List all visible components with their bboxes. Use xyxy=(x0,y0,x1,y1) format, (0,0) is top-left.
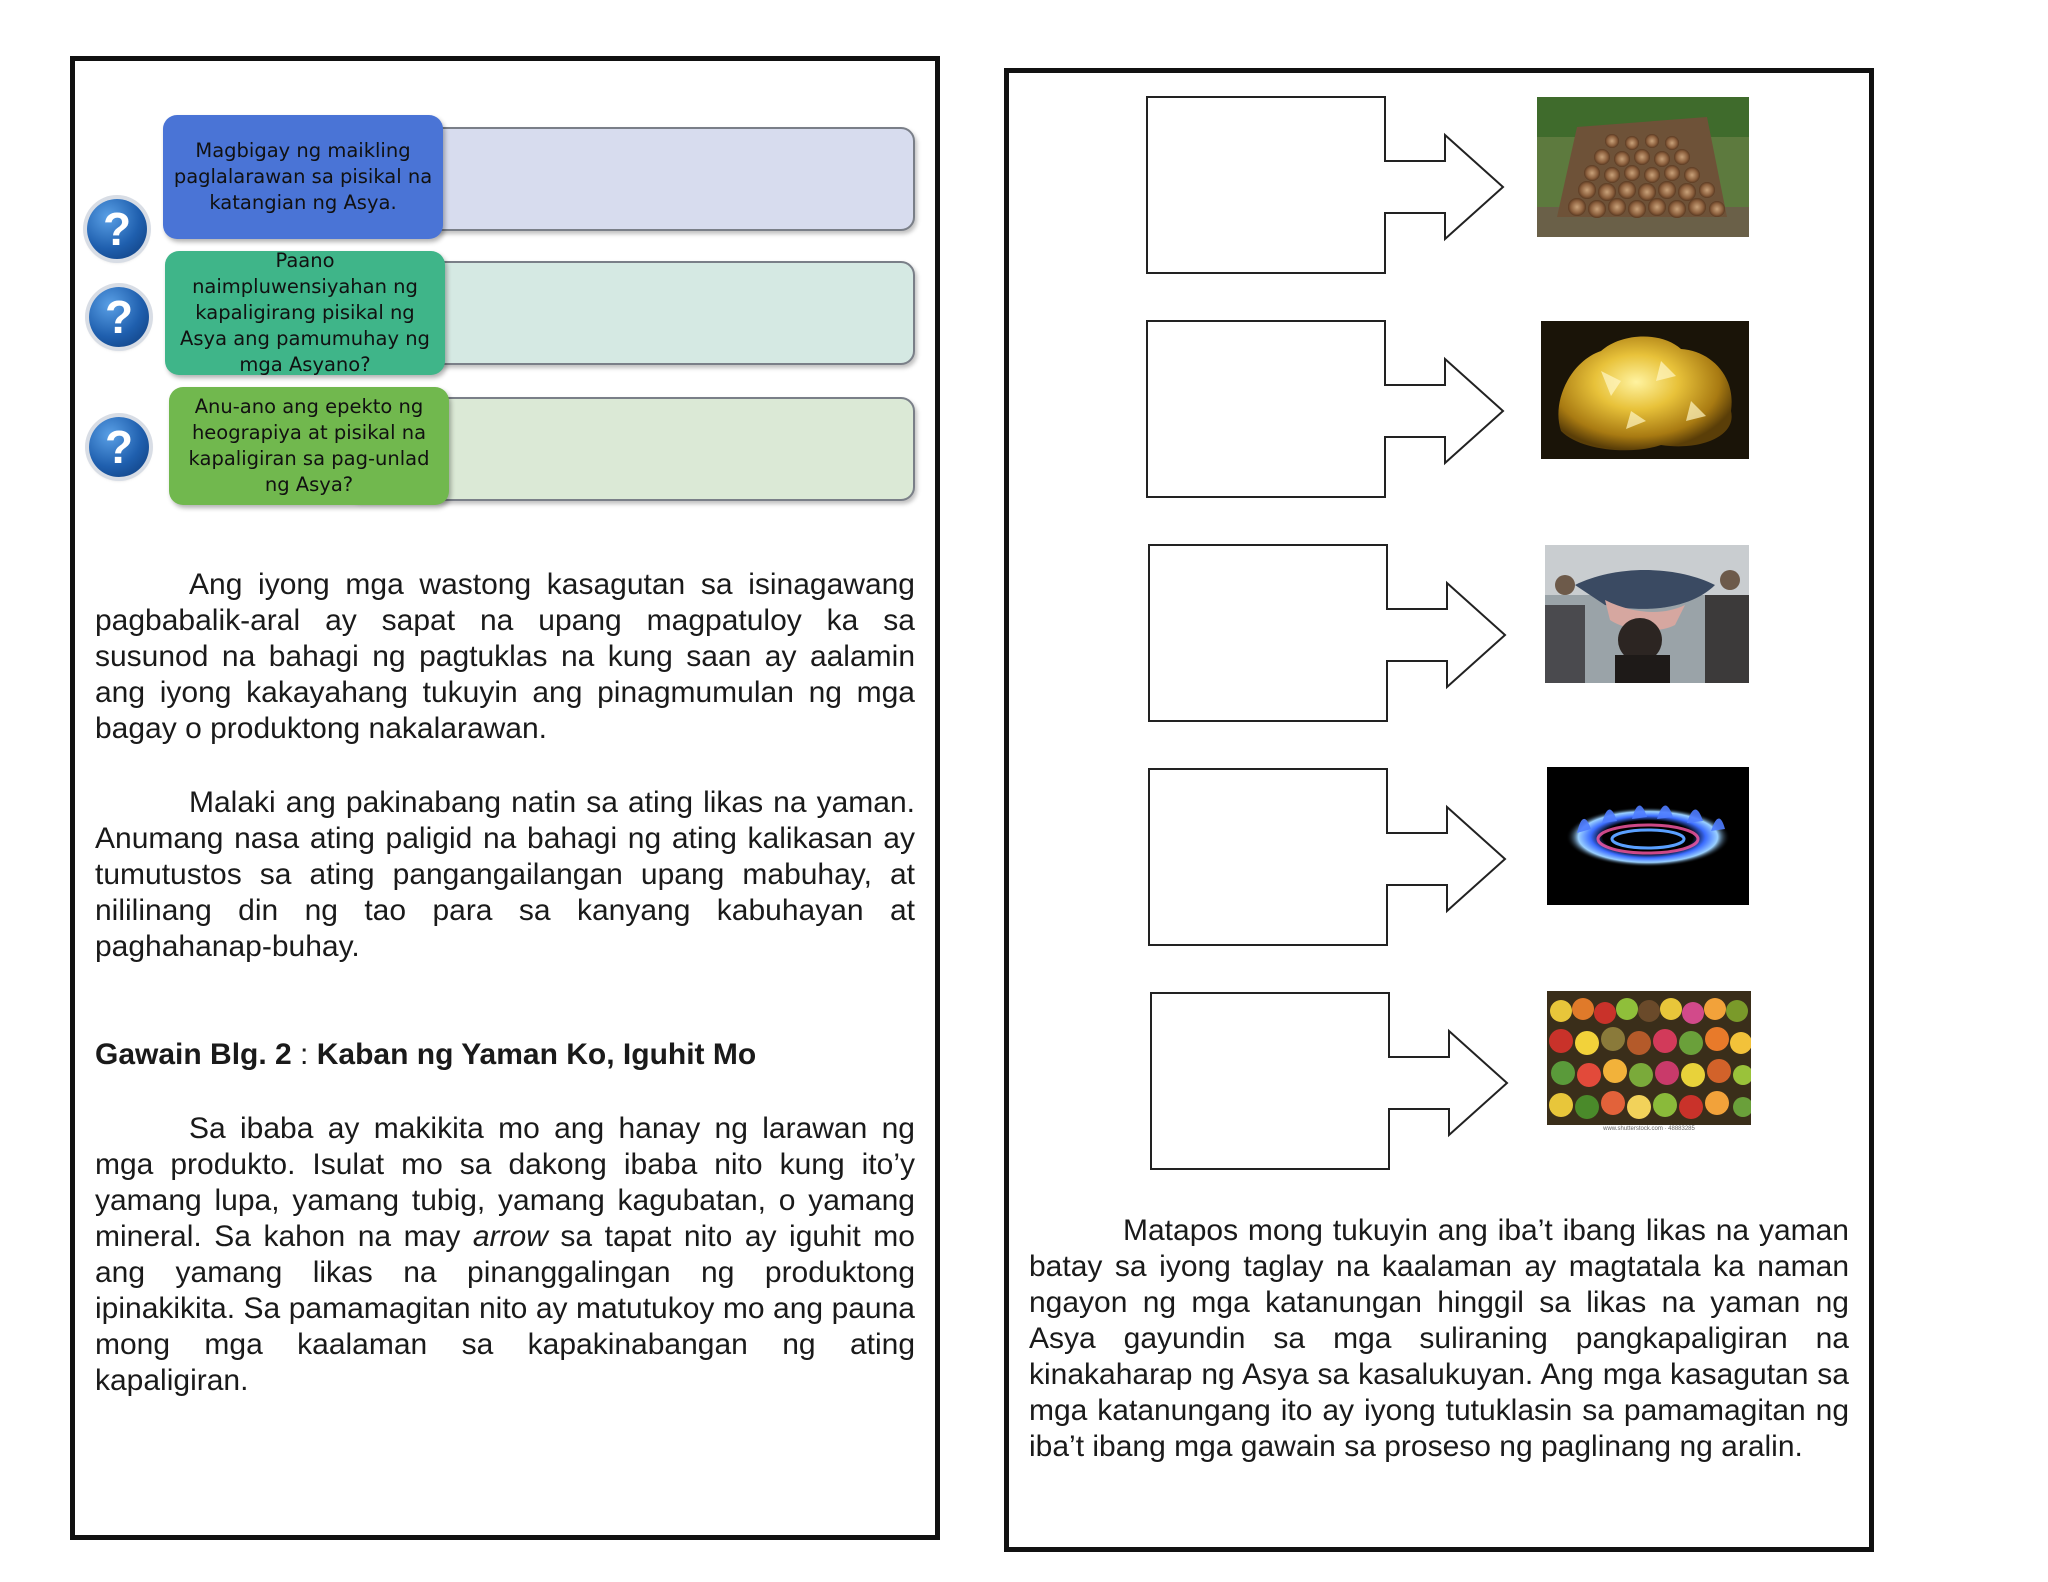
left-page xyxy=(70,56,940,1540)
fruit-stand-image xyxy=(1547,991,1751,1133)
drawing-box-arrow-3[interactable] xyxy=(1147,543,1527,725)
activity-number: Gawain Blg. 2 xyxy=(95,1038,292,1071)
intro-paragraph: Ang iyong mga wastong kasagutan sa isinagawang pagbabalik-aral ay sapat na upang magpatuloy ka sa susunod na bahagi ng pagtuklas na kung saan ay aalamin ang iyong kakayahang tukuyin ang pinagmumulan ng mga bagay o produktong nakalarawan. xyxy=(95,568,915,745)
drawing-box-arrow-5[interactable] xyxy=(1149,991,1529,1173)
question-row-1 xyxy=(75,115,935,255)
drawing-box-arrow-1[interactable] xyxy=(1145,95,1525,277)
question-icon: ? xyxy=(89,417,149,477)
stacked-logs-image xyxy=(1537,97,1749,237)
drawing-box-arrow-4[interactable] xyxy=(1147,767,1527,949)
question-label-2: Paano naimpluwensiyahan ng kapaligirang pisikal ng Asya ang pamumuhay ng mga Asyano? xyxy=(165,251,445,375)
question-row-2 xyxy=(75,251,935,375)
right-page xyxy=(1004,68,1874,1552)
activity-title: Kaban ng Yaman Ko, Iguhit Mo xyxy=(316,1038,757,1071)
fish-market-image xyxy=(1545,545,1749,683)
activity-separator: : xyxy=(291,1038,317,1071)
question-row-3 xyxy=(75,387,935,507)
drawing-box-arrow-2[interactable] xyxy=(1145,319,1525,501)
gold-nugget-image xyxy=(1541,321,1749,459)
question-label-1: Magbigay ng maikling paglalarawan sa pisikal na katangian ng Asya. xyxy=(163,115,443,239)
natural-resources-paragraph: Malaki ang pakinabang natin sa ating likas na yaman. Anumang nasa ating paligid na bahagi ng ating kalikasan ay tumutustos sa ating pangangailangan upang mabuhay, at nililinang din ng tao para sa kanyang kabuhayan at paghahanap-buhay. xyxy=(95,786,915,963)
question-icon: ? xyxy=(89,287,149,347)
question-label-3: Anu-ano ang epekto ng heograpiya at pisikal na kapaligiran sa pag-unlad ng Asya? xyxy=(169,387,449,505)
question-icon: ? xyxy=(87,199,147,259)
activity-instructions: Sa ibaba ay makikita mo ang hanay ng larawan ng mga produkto. Isulat mo sa dakong ibaba nito kung ito’y yamang lupa, yamang tubig, yamang kagubatan, o yamang mineral. Sa kahon na may arrow sa tapat nito ay iguhit mo ang yamang likas na pinanggalingan ng produktong ipinakikita. Sa pamamagitan nito ay matutukoy mo ang pauna mong mga kaalaman sa kapakinabangan ng ating kapaligiran. xyxy=(95,1112,915,1397)
closing-paragraph: Matapos mong tukuyin ang iba’t ibang likas na yaman batay sa iyong taglay na kaalaman ay magtatala ka naman ngayon ng mga katanungan hinggil sa likas na yaman ng Asya gayundin sa mga suliraning pangkapaligiran na kinakaharap ng Asya sa kasalukuyan. Ang mga kasagutan sa mga katanungang ito ay iyong tutuklasin sa pamamagitan ng iba’t ibang mga gawain sa proseso ng paglinang ng aralin. xyxy=(1029,1214,1849,1463)
fruit-image-caption: www.shutterstock.com · 48883285 xyxy=(1547,1125,1751,1133)
activity-heading xyxy=(95,1037,915,1073)
gas-flame-image xyxy=(1547,767,1749,905)
